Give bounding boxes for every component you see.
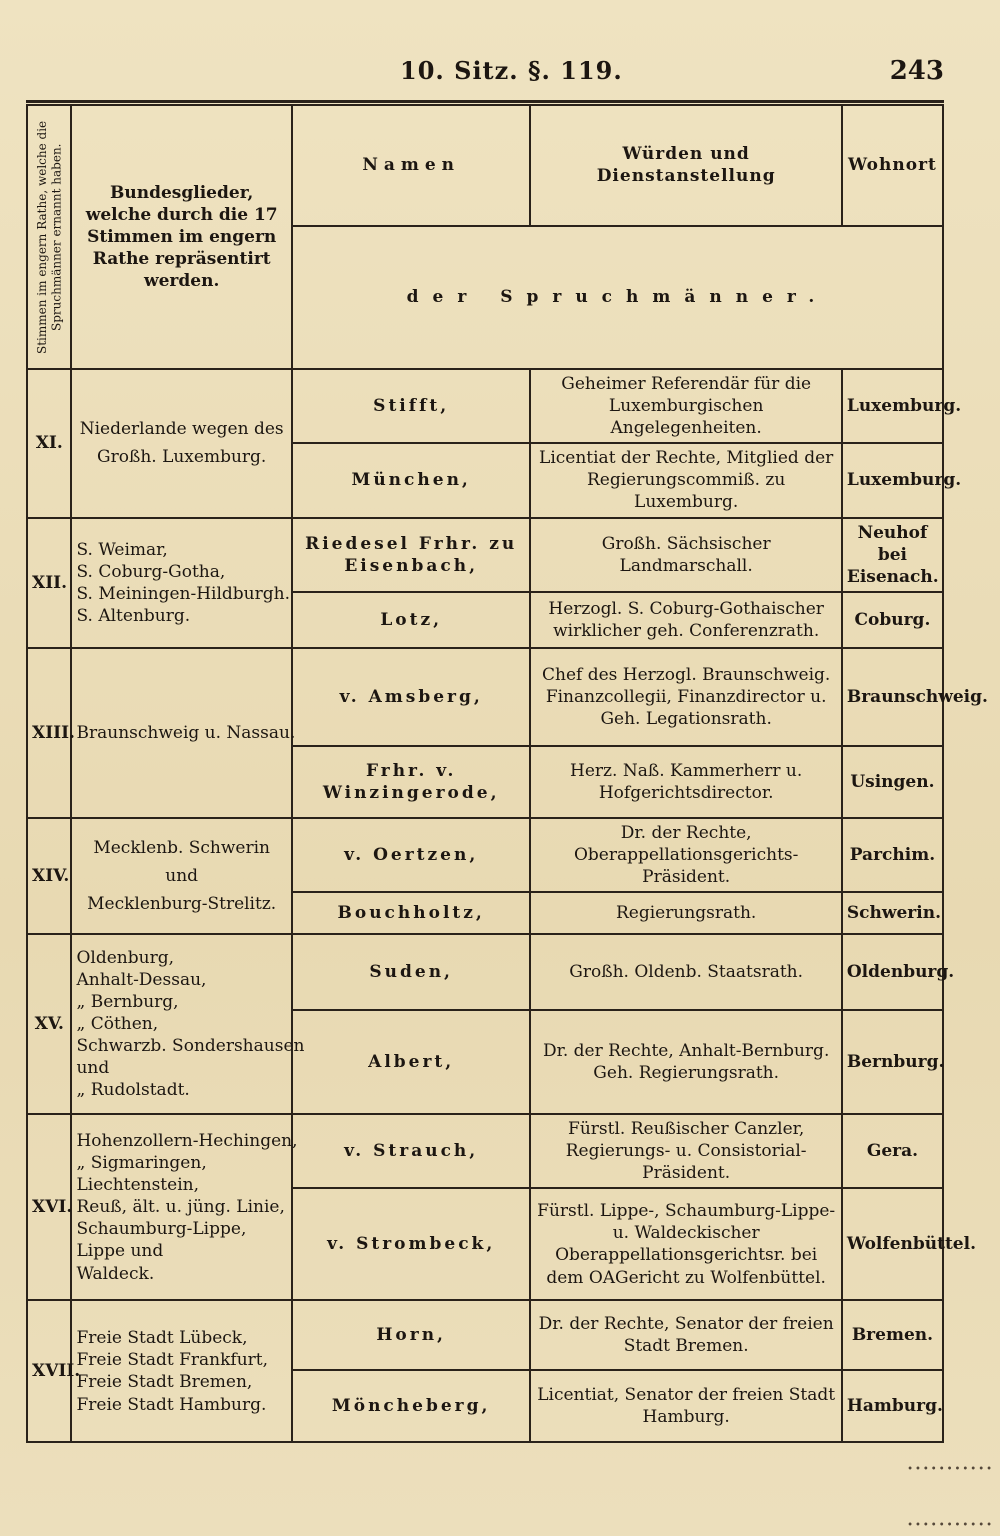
delegate-office: Geheimer Referendär für die Luxemburgischen Angelegenheiten. (530, 369, 841, 443)
delegate-residence: Hamburg. (842, 1370, 943, 1442)
table-row (27, 369, 943, 443)
delegate-name: v. Amsberg, (292, 648, 531, 746)
vote-number: XIII. (27, 648, 71, 818)
subheader-cell: der Spruchmänner. (292, 226, 943, 369)
delegate-office: Großh. Oldenb. Staatsrath. (530, 934, 841, 1010)
page-number: 243 (889, 56, 944, 86)
delegate-residence: Schwerin. (842, 892, 943, 934)
member-state: und (165, 865, 199, 886)
member-state: „ Cöthen, (76, 1014, 159, 1035)
delegate-name: Suden, (292, 934, 531, 1010)
member-states (71, 648, 296, 818)
vote-number: XI. (27, 369, 71, 518)
member-state: S. Weimar, (76, 539, 168, 560)
table-row (27, 648, 943, 746)
member-state: Reuß, ält. u. jüng. Linie, (76, 1197, 285, 1218)
delegate-name: v. Strauch, (292, 1114, 531, 1188)
delegate-residence: Gera. (842, 1114, 943, 1188)
delegate-residence: Bremen. (842, 1300, 943, 1370)
vote-number: XIV. (27, 818, 71, 934)
header-votes-label: Stimmen im engern Rathe, welche die Spruchmänner ernannt haben. (34, 120, 64, 354)
member-states (71, 1300, 291, 1442)
vote-number: XVII. (27, 1300, 71, 1442)
member-states (71, 818, 291, 934)
member-state: Freie Stadt Hamburg. (76, 1394, 267, 1415)
member-state: und (76, 1058, 110, 1079)
member-state: „ Sigmaringen, (76, 1153, 207, 1174)
delegate-office: Dr. der Rechte, Senator der freien Stadt Bremen. (530, 1300, 841, 1370)
member-state: „ Rudolstadt. (76, 1080, 190, 1101)
header-votes-cell (27, 105, 71, 369)
header-members-cell: Bundesglieder, welche durch die 17 Stimmen im engern Rathe repräsentirt werden. (71, 105, 291, 369)
delegate-residence: Usingen. (842, 746, 943, 818)
delegate-office: Fürstl. Lippe-, Schaumburg-Lippe- u. Waldeckischer Oberappellationsgerichtsr. bei dem OAGericht zu Wolfenbüttel. (530, 1188, 841, 1300)
delegate-residence: Bernburg. (842, 1010, 943, 1114)
vote-number: XV. (27, 934, 71, 1114)
member-state: Schwarzb. Sondershausen (76, 1036, 305, 1057)
delegate-residence: Coburg. (842, 592, 943, 648)
delegate-residence: Luxemburg. (842, 443, 943, 517)
delegate-name: Frhr. v. Winzingerode, (292, 746, 531, 818)
delegates-table (26, 104, 988, 1443)
member-state: Freie Stadt Lübeck, (76, 1328, 248, 1349)
delegate-residence: Parchim. (842, 818, 943, 892)
member-state: Mecklenburg-Strelitz. (87, 894, 277, 915)
margin-dots: ••••••••••• (907, 1464, 994, 1475)
table-row (27, 1114, 943, 1188)
delegate-office: Licentiat, Senator der freien Stadt Hamburg. (530, 1370, 841, 1442)
delegate-residence: Luxemburg. (842, 369, 943, 443)
table-row (27, 934, 943, 1010)
delegate-name: Riedesel Frhr. zu Eisenbach, (292, 518, 531, 592)
member-state: Waldeck. (76, 1263, 155, 1284)
delegate-name: Lotz, (292, 592, 531, 648)
delegate-office: Licentiat der Rechte, Mitglied der Regierungscommiß. zu Luxemburg. (530, 443, 841, 517)
running-title: 10. Sitz. §. 119. (400, 56, 623, 85)
delegate-office: Dr. der Rechte, Anhalt-Bernburg. Geh. Regierungsrath. (530, 1010, 841, 1114)
delegate-office: Großh. Sächsischer Landmarschall. (530, 518, 841, 592)
vote-number: XVI. (27, 1114, 71, 1300)
delegate-name: Horn, (292, 1300, 531, 1370)
delegate-residence: Neuhof bei Eisenach. (842, 518, 943, 592)
member-states (71, 369, 291, 518)
member-states (71, 934, 305, 1114)
delegate-office: Fürstl. Reußischer Canzler, Regierungs- u. Consistorial-Präsident. (530, 1114, 841, 1188)
delegate-office: Regierungsrath. (530, 892, 841, 934)
delegate-name: Stifft, (292, 369, 531, 443)
vote-number: XII. (27, 518, 71, 648)
table-row (27, 518, 943, 592)
table-row (27, 1300, 943, 1370)
member-state: S. Meiningen-Hildburgh. (76, 583, 290, 604)
member-state: Liechtenstein, (76, 1175, 199, 1196)
header-place-cell: Wohnort (842, 105, 943, 226)
delegate-office: Dr. der Rechte, Oberappellationsgerichts-Präsident. (530, 818, 841, 892)
member-state: Freie Stadt Frankfurt, (76, 1350, 269, 1371)
member-states (71, 1114, 298, 1300)
member-state: Schaumburg-Lippe, (76, 1219, 247, 1240)
table-row (27, 818, 943, 892)
delegate-name: Bouchholtz, (292, 892, 531, 934)
top-rule (26, 100, 944, 103)
delegate-name: Albert, (292, 1010, 531, 1114)
member-states (71, 518, 291, 648)
member-state: Braunschweig u. Nassau. (76, 722, 296, 743)
margin-dots: ••••••••••• (907, 1520, 994, 1531)
member-state: S. Coburg-Gotha, (76, 561, 226, 582)
member-state: Großh. Luxemburg. (97, 447, 267, 468)
delegate-office: Herzogl. S. Coburg-Gothaischer wirklicher geh. Conferenzrath. (530, 592, 841, 648)
delegate-office: Herz. Naß. Kammerherr u. Hofgerichtsdirector. (530, 746, 841, 818)
member-state: Lippe und (76, 1241, 164, 1262)
member-state: Oldenburg, (76, 947, 174, 968)
member-state: Freie Stadt Bremen, (76, 1372, 253, 1393)
delegate-residence: Braunschweig. (842, 648, 943, 746)
header-office-cell: Würden und Dienstanstellung (530, 105, 841, 226)
delegate-residence: Wolfenbüttel. (842, 1188, 943, 1300)
member-state: Anhalt-Dessau, (76, 969, 207, 990)
member-state: S. Altenburg. (76, 605, 191, 626)
delegate-residence: Oldenburg. (842, 934, 943, 1010)
member-state: Niederlande wegen des (79, 419, 284, 440)
delegate-office: Chef des Herzogl. Braunschweig. Finanzcollegii, Finanzdirector u. Geh. Legationsrath. (530, 648, 841, 746)
running-head (0, 52, 1000, 92)
member-state: Mecklenb. Schwerin (93, 837, 271, 858)
header-row (27, 105, 943, 226)
delegate-name: v. Strombeck, (292, 1188, 531, 1300)
member-state: „ Bernburg, (76, 991, 179, 1012)
delegate-name: Möncheberg, (292, 1370, 531, 1442)
delegate-name: München, (292, 443, 531, 517)
member-state: Hohenzollern-Hechingen, (76, 1130, 298, 1151)
header-name-cell: Namen (292, 105, 531, 226)
delegate-name: v. Oertzen, (292, 818, 531, 892)
